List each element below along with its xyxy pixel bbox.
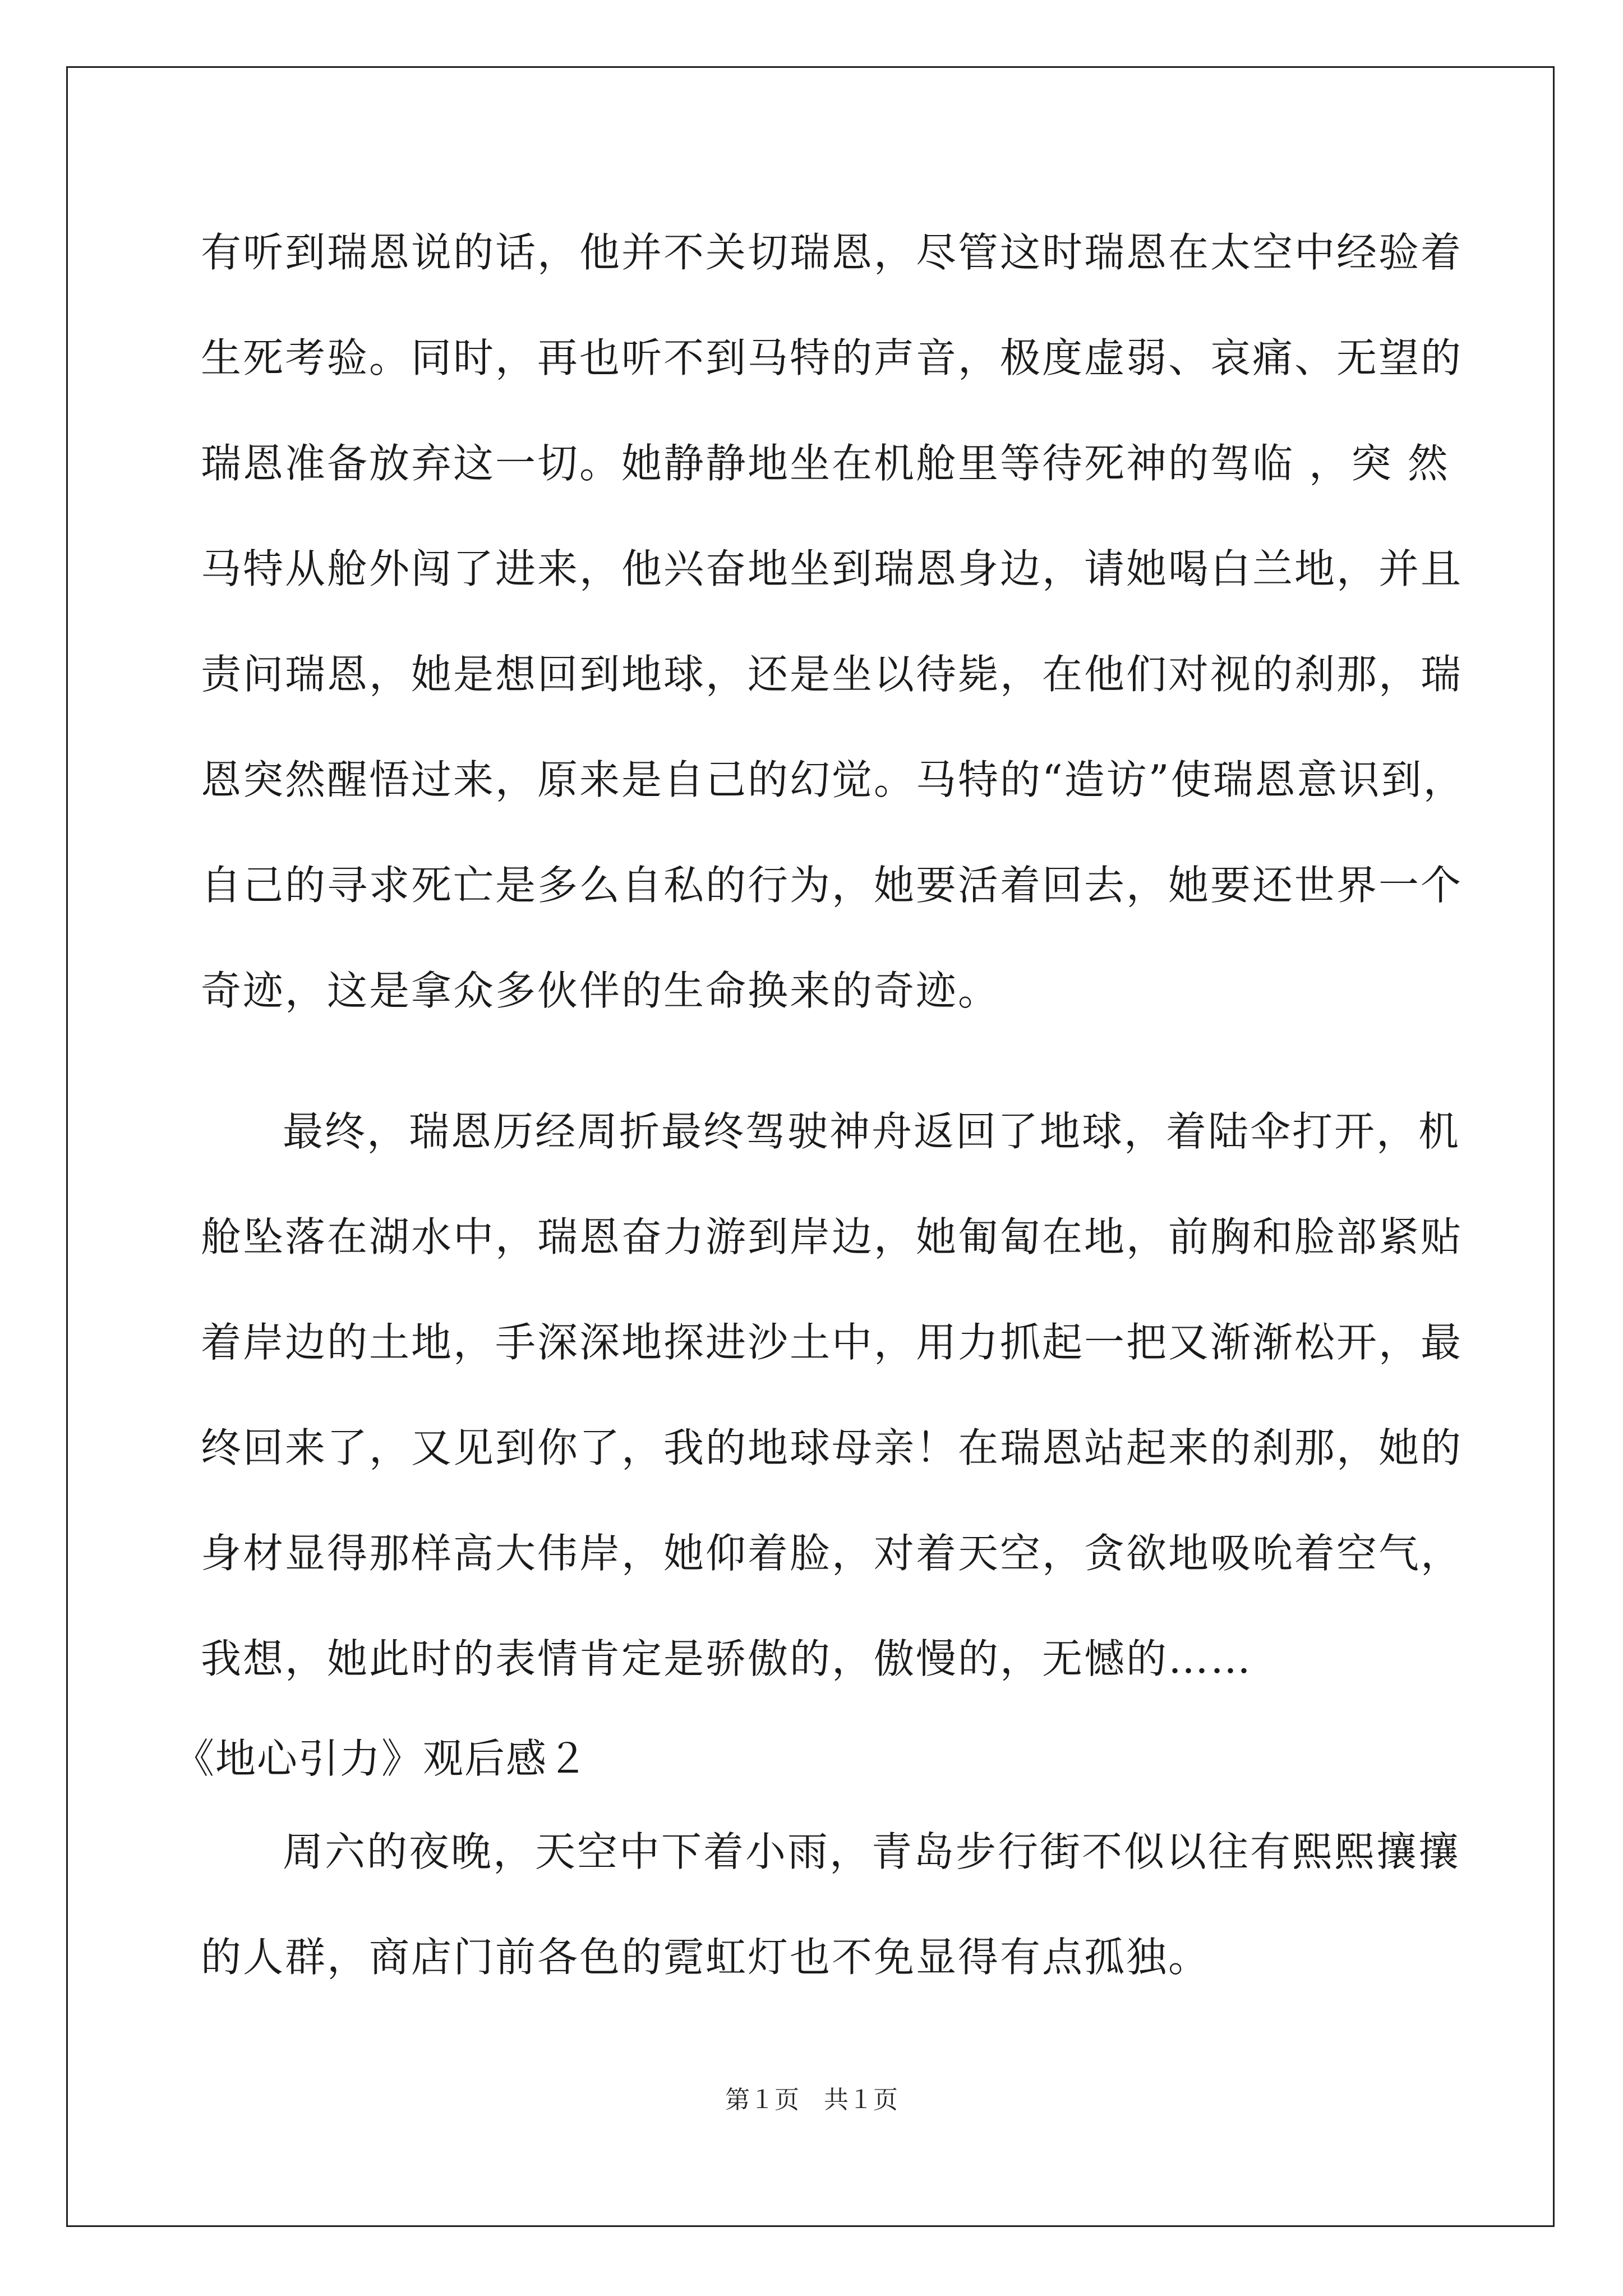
text-line: 我想，她此时的表情肯定是骄傲的，傲慢的，无憾的…… — [201, 1635, 1253, 1682]
text-line: 生死考验。同时，再也听不到马特的声音，极度虚弱、哀痛、无望的 — [201, 334, 1463, 381]
text-line: 周六的夜晚，天空中下着小雨，青岛步行街不似以往有熙熙攘攘 — [283, 1828, 1461, 1875]
text-line: 身材显得那样高大伟岸，她仰着脸，对着天空，贪欲地吸吮着空气， — [201, 1530, 1463, 1577]
text-line: 瑞恩准备放弃这一切。她静静地坐在机舱里等待死神的驾临 ，突 然 — [201, 440, 1450, 487]
text-line: 恩突然醒悟过来，原来是自己的幻觉。马特的“造访”使瑞恩意识到， — [201, 756, 1465, 803]
text-line: 责问瑞恩，她是想回到地球，还是坐以待毙，在他们对视的刹那，瑞 — [201, 651, 1463, 698]
text-line: 自己的寻求死亡是多么自私的行为，她要活着回去，她要还世界一个 — [201, 862, 1463, 909]
section-heading: 《地心引力》观后感２ — [174, 1735, 589, 1782]
text-line: 终回来了，又见到你了，我的地球母亲！在瑞恩站起来的刹那，她的 — [201, 1424, 1463, 1471]
page-number-footer: 第１页 共１页 — [725, 2086, 898, 2114]
text-line: 着岸边的土地，手深深地探进沙土中，用力抓起一把又渐渐松开，最 — [201, 1319, 1463, 1366]
text-line: 有听到瑞恩说的话，他并不关切瑞恩，尽管这时瑞恩在太空中经验着 — [201, 229, 1463, 276]
text-line: 马特从舱外闯了进来，他兴奋地坐到瑞恩身边，请她喝白兰地，并且 — [201, 545, 1463, 592]
text-line: 最终，瑞恩历经周折最终驾驶神舟返回了地球，着陆伞打开，机 — [283, 1108, 1461, 1155]
text-line: 的人群，商店门前各色的霓虹灯也不免显得有点孤独。 — [201, 1934, 1211, 1981]
text-line: 舱坠落在湖水中，瑞恩奋力游到岸边，她匍匐在地，前胸和脸部紧贴 — [201, 1213, 1463, 1260]
text-line: 奇迹，这是拿众多伙伴的生命换来的奇迹。 — [201, 967, 1000, 1014]
